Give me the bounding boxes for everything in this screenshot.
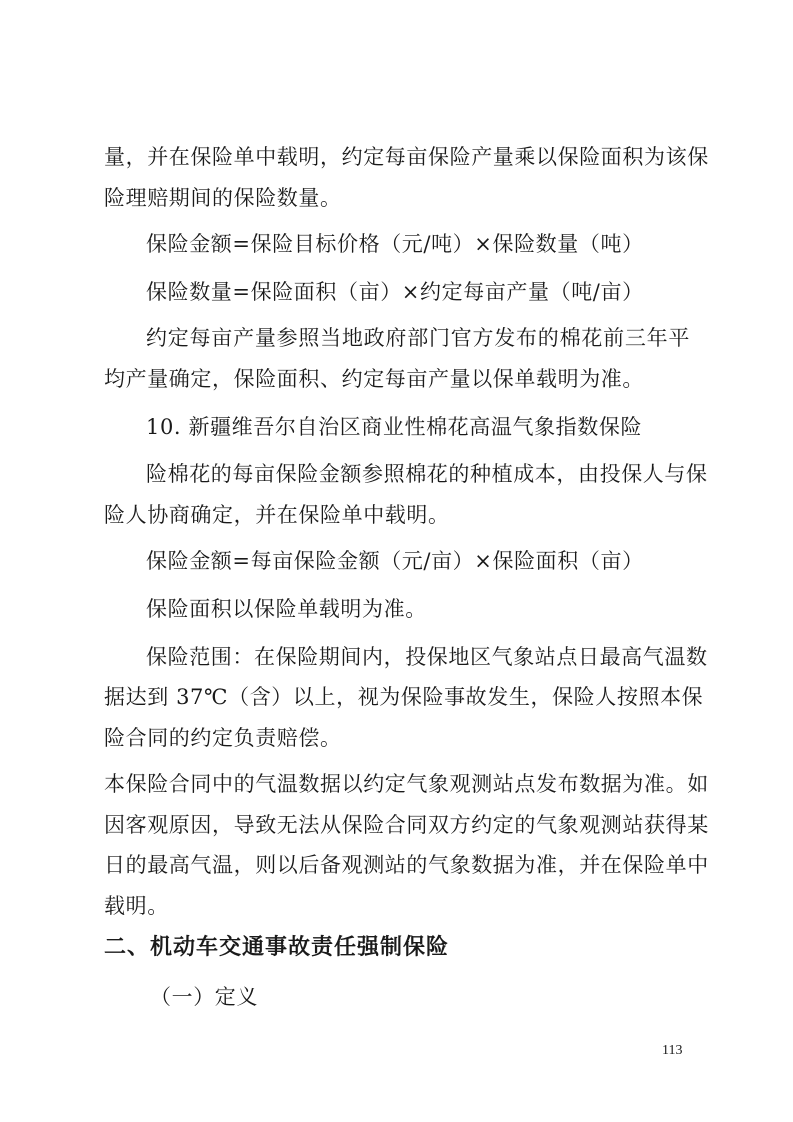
paragraph-line: 据达到 37℃（含）以上，视为保险事故发生，保险人按照本保 [104,685,704,709]
paragraph-line: 险理赔期间的保险数量。 [104,186,342,210]
section-heading: 二、机动车交通事故责任强制保险 [104,935,450,960]
paragraph-line: 保险面积以保险单载明为准。 [146,597,427,621]
paragraph-line: 险棉花的每亩保险金额参照棉花的种植成本，由投保人与保 [146,462,708,486]
item-title: 10. 新疆维吾尔自治区商业性棉花高温气象指数保险 [146,415,643,439]
paragraph-line: 保险范围：在保险期间内，投保地区气象站点日最高气温数 [146,645,708,669]
paragraph-line: 日的最高气温，则以后备观测站的气象数据为准，并在保险单中 [104,853,709,877]
formula-insured-quantity: 保险数量=保险面积（亩）×约定每亩产量（吨/亩） [146,280,644,304]
paragraph-line: 均产量确定，保险面积、约定每亩产量以保单载明为准。 [104,367,644,391]
paragraph-line: 因客观原因，导致无法从保险合同双方约定的气象观测站获得某 [104,813,709,837]
paragraph-line: 本保险合同中的气温数据以约定气象观测站点发布数据为准。如 [104,772,709,796]
page-number: 113 [662,1043,683,1058]
paragraph-line: 险人协商确定，并在保险单中载明。 [104,503,450,527]
formula-insured-amount-per-mu: 保险金额=每亩保险金额（元/亩）×保险面积（亩） [146,549,644,573]
formula-insured-amount: 保险金额=保险目标价格（元/吨）×保险数量（吨） [146,232,644,256]
paragraph-line: 险合同的约定负责赔偿。 [104,726,342,750]
paragraph-line: 量，并在保险单中载明，约定每亩保险产量乘以保险面积为该保 [104,145,709,169]
paragraph-line: 载明。 [104,894,169,918]
paragraph-line: 约定每亩产量参照当地政府部门官方发布的棉花前三年平 [146,326,690,350]
subsection-heading: （一）定义 [150,985,258,1009]
